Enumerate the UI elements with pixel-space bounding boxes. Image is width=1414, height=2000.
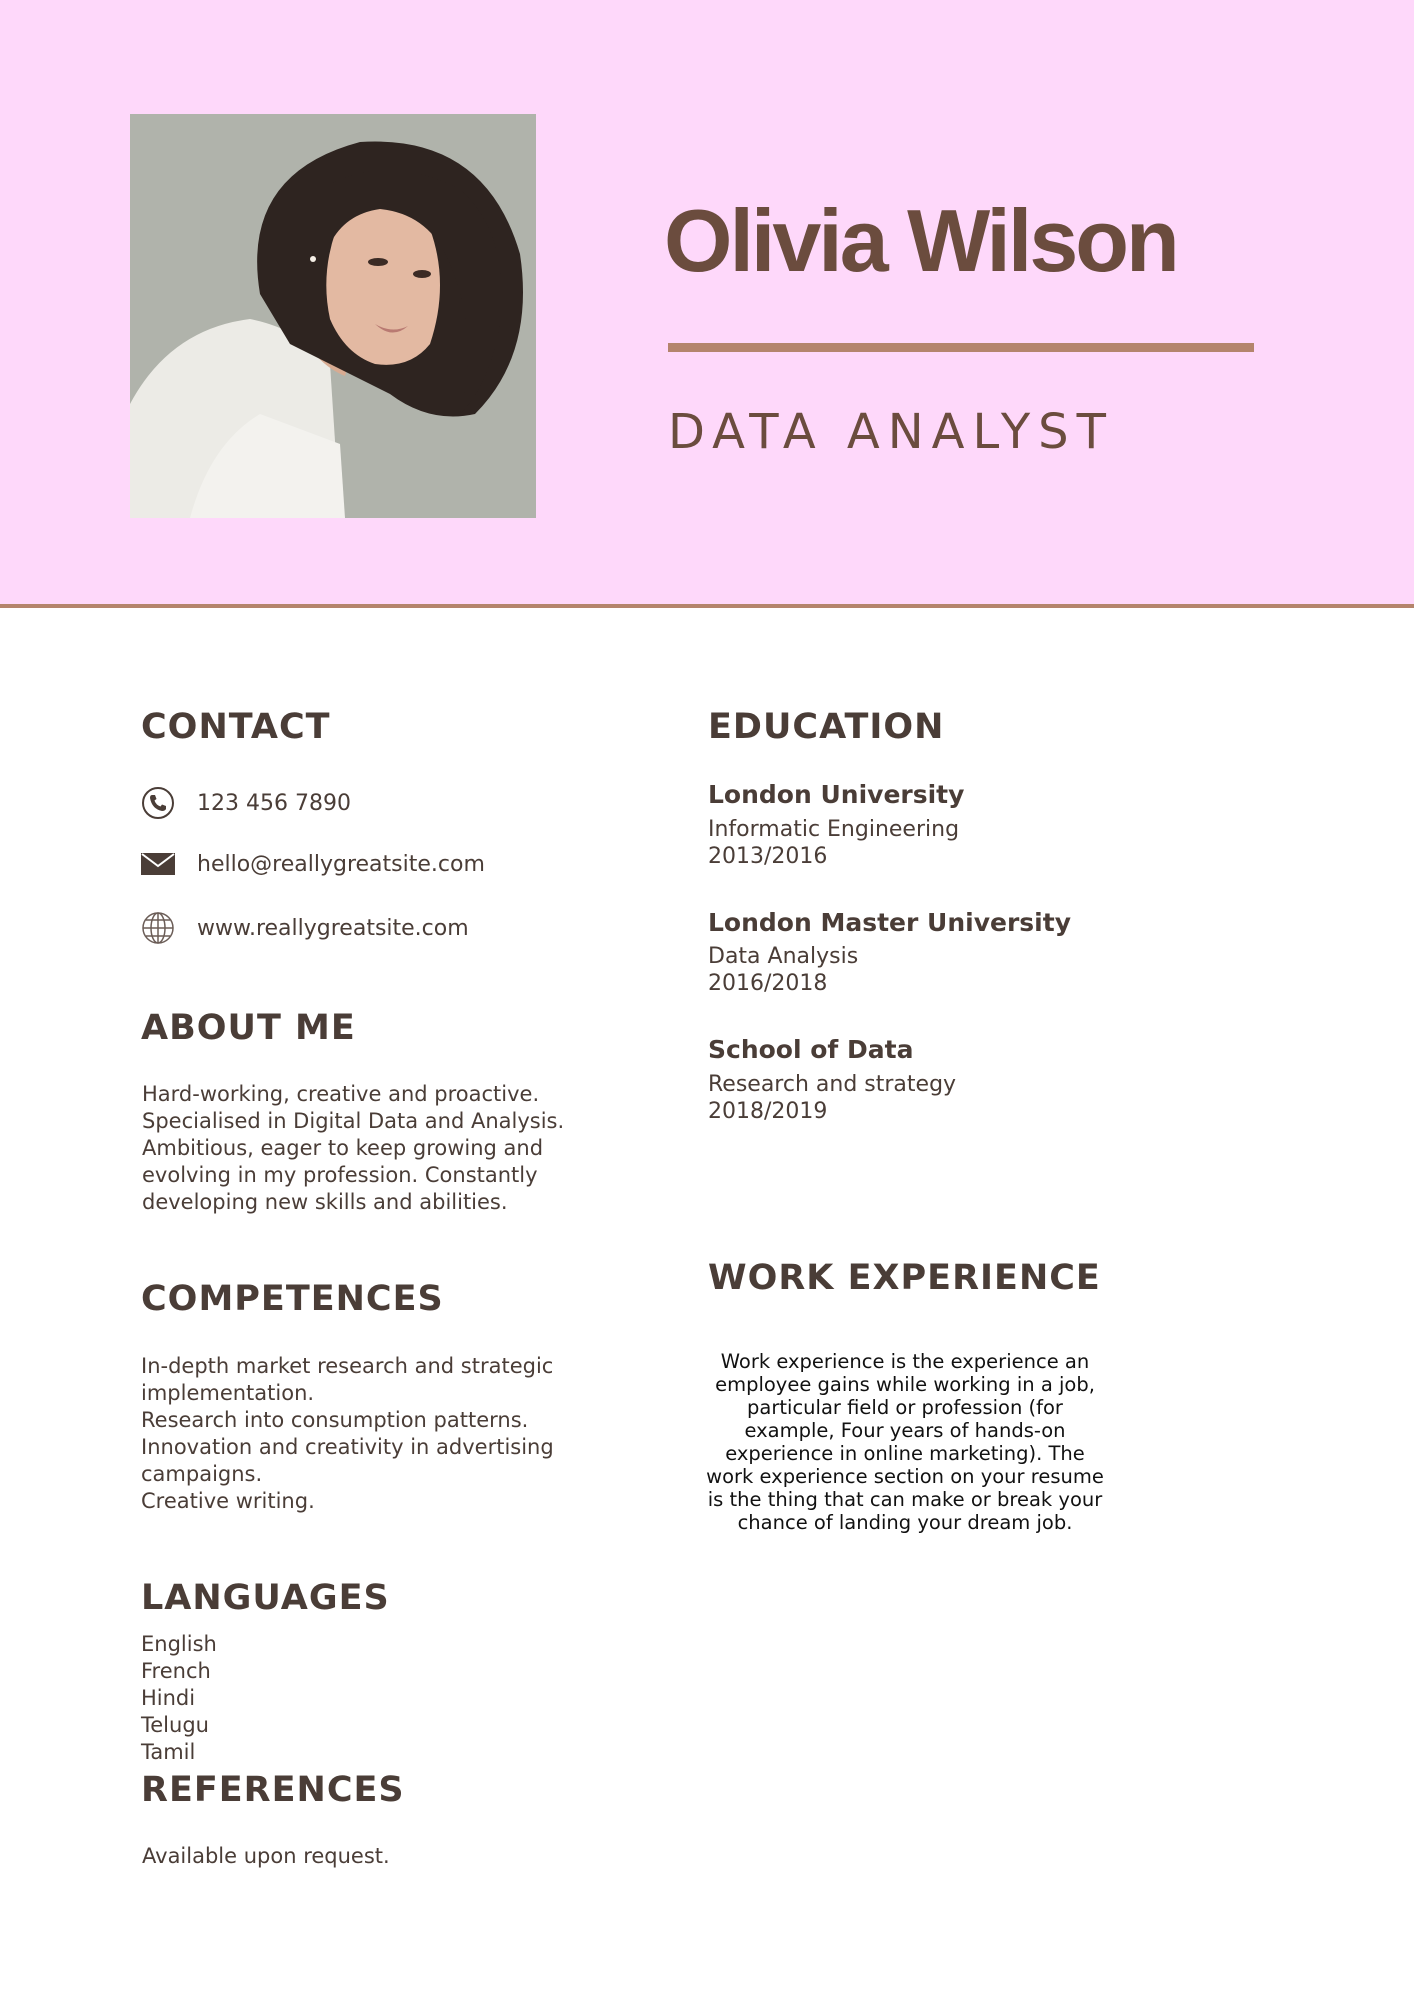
language-item: Hindi — [141, 1686, 196, 1710]
education-detail: Research and strategy 2018/2019 — [708, 1072, 957, 1124]
header-banner — [0, 0, 1414, 608]
email-address[interactable]: hello@reallygreatsite.com — [197, 851, 485, 877]
references-heading: REFERENCES — [141, 1770, 405, 1810]
candidate-name: Olivia Wilson — [664, 191, 1177, 290]
work-experience-text: Work experience is the experience an employee gains while working in a job, particular field or profession (for example, Four years of hands-on experience in online marketing). The work experience section on your resume is the thing that can make or break your chance of landing your dream job. — [706, 1350, 1104, 1534]
languages-heading: LANGUAGES — [141, 1578, 390, 1618]
language-item: Telugu — [141, 1713, 209, 1737]
mail-icon — [141, 847, 175, 881]
about-heading: ABOUT ME — [141, 1008, 356, 1048]
contact-phone — [141, 783, 351, 823]
contact-heading: CONTACT — [141, 707, 331, 747]
website-url[interactable]: www.reallygreatsite.com — [197, 915, 469, 941]
education-school: London Master University — [708, 908, 1071, 937]
name-divider — [668, 343, 1254, 352]
phone-icon — [141, 786, 175, 820]
about-text: Hard-working, creative and proactive. Specialised in Digital Data and Analysis. Ambitious, eager to keep growing and evolving in my profession. Constantly developing new skills and abilities. — [142, 1082, 565, 1214]
competences-heading: COMPETENCES — [141, 1279, 444, 1319]
education-detail: Informatic Engineering 2013/2016 — [708, 817, 960, 869]
contact-website — [141, 908, 469, 948]
work-experience-heading: WORK EXPERIENCE — [708, 1258, 1101, 1298]
language-item: French — [141, 1659, 211, 1683]
globe-icon — [141, 911, 175, 945]
references-text: Available upon request. — [142, 1844, 390, 1868]
education-school: London University — [708, 780, 965, 809]
language-item: English — [141, 1632, 217, 1656]
education-heading: EDUCATION — [708, 707, 945, 747]
phone-number[interactable]: 123 456 7890 — [197, 790, 351, 816]
languages-list — [141, 1631, 217, 1766]
competences-text: In-depth market research and strategic implementation. Research into consumption patterns. Innovation and creativity in advertising campaigns. Creative writing. — [141, 1354, 554, 1513]
language-item: Tamil — [141, 1740, 196, 1764]
job-title: DATA ANALYST — [668, 404, 1114, 460]
contact-email — [141, 844, 485, 884]
education-detail: Data Analysis 2016/2018 — [708, 944, 859, 996]
education-school: School of Data — [708, 1035, 914, 1064]
profile-photo — [130, 114, 536, 518]
